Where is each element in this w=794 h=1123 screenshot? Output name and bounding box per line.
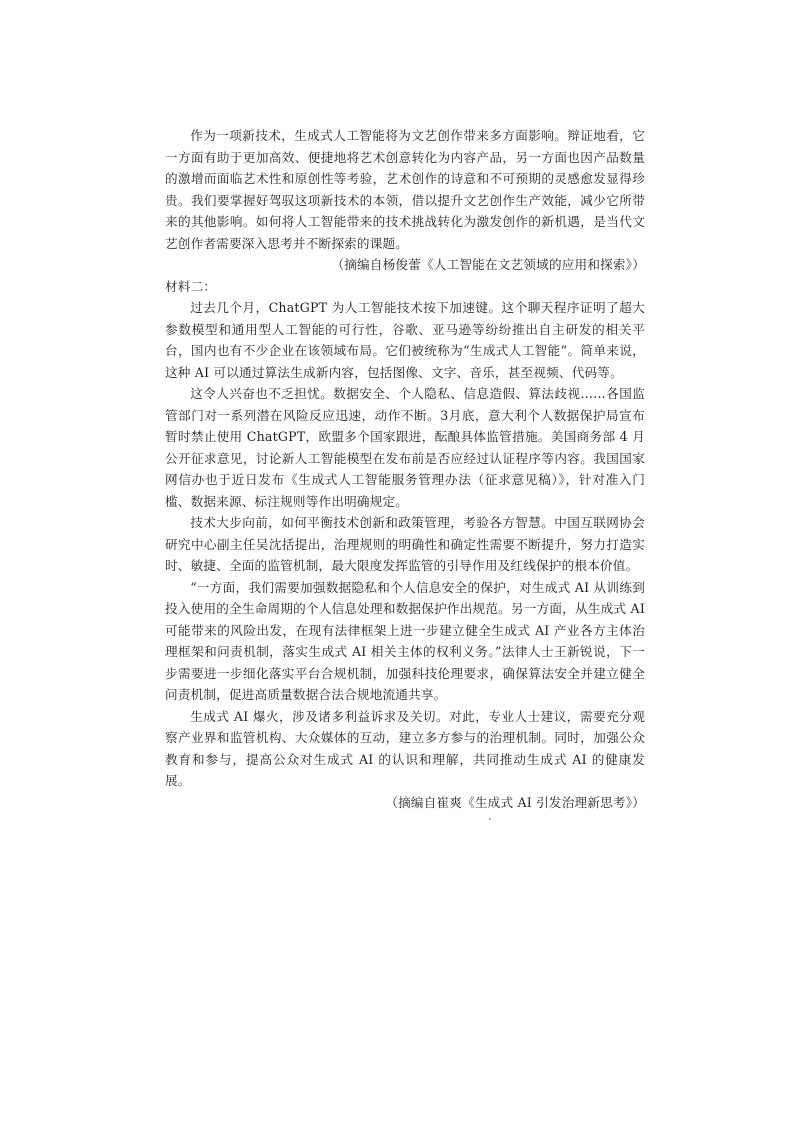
material-one-source: （摘编自杨俊蕾《人工智能在文艺领域的应用和探索》） bbox=[331, 257, 645, 272]
material-two-paragraph-3: 技术大步向前，如何平衡技术创新和政策管理，考验各方智慧。中国互联网协会研究中心副主任吴沈括提出，治理规则的明确性和确定性需要不断提升，努力打造实时、敏捷、全面的监管机制，最大限度发挥监管的引导作用及红线保护的根本价值。 bbox=[165, 515, 645, 573]
material-two-paragraph-4: “一方面，我们需要加强数据隐私和个人信息安全的保护，对生成式 AI 从训练到投入使用的全生命周期的个人信息处理和数据保护作出规范。另一方面，从生成式 AI 可能带来的风险出发，在现有法律框架上进一步建立健全生成式 AI 产业各方主体治理框架和问责机制，落实生成式 AI 相关主体的权利义务。”法律人士王新锐说，下一步需要进一步细化落实平台合规机制，加强科技伦理要求，确保算法安全并建立健全问责机制，促进高质量数据合法合规地流通共享。 bbox=[165, 579, 645, 702]
material-two-paragraph-2: 这令人兴奋也不乏担忧。数据安全、个人隐私、信息造假、算法歧视……各国监管部门对一系列潜在风险反应迅速，动作不断。3月底，意大利个人数据保护局宣布暂时禁止使用 ChatGPT，欧盟多个国家跟进，酝酿具体监管措施。美国商务部 4 月公开征求意见，讨论新人工智能模型在发布前是否应经过认证程序等内容。我国国家网信办也于近日发布《生成式人工智能服务管理办法（征求意见稿）》，针对准入门槛、数据来源、标注规则等作出明确规定。 bbox=[165, 386, 645, 509]
material-two-paragraph-5: 生成式 AI 爆火，涉及诸多利益诉求及关切。对此，专业人士建议，需要充分观察产业界和监管机构、大众媒体的互动，建立多方参与的治理机制。同时，加强公众教育和参与，提高公众对生成式 AI 的认识和理解，共同推动生成式 AI 的健康发展。 bbox=[165, 708, 645, 788]
material-two-label: 材料二： bbox=[165, 278, 217, 294]
scan-speck bbox=[489, 818, 491, 820]
material-one-paragraph: 作为一项新技术，生成式人工智能将为文艺创作带来多方面影响。辩证地看，它一方面有助于更加高效、便捷地将艺术创意转化为内容产品，另一方面也因产品数量的激增而面临艺术性和原创性等考验，艺术创作的诗意和不可预期的灵感愈发显得珍贵。我们要掌握好驾驭这项新技术的本领，借以提升文艺创作生产效能，减少它所带来的其他影响。如何将人工智能带来的技术挑战转化为激发创作的新机遇，是当代文艺创作者需要深入思考并不断探索的课题。 bbox=[165, 128, 645, 251]
material-two-source: （摘编自崔爽《生成式 AI 引发治理新思考》） bbox=[385, 794, 645, 810]
material-two-paragraph-1: 过去几个月，ChatGPT 为人工智能技术按下加速键。这个聊天程序证明了超大参数模型和通用型人工智能的可行性，谷歌、亚马逊等纷纷推出自主研发的相关平台，国内也有不少企业在该领域布局。它们被统称为“生成式人工智能”。简单来说，这种 AI 可以通过算法生成新内容，包括图像、文字、音乐，甚至视频、代码等。 bbox=[165, 300, 645, 380]
document-page bbox=[165, 125, 645, 813]
